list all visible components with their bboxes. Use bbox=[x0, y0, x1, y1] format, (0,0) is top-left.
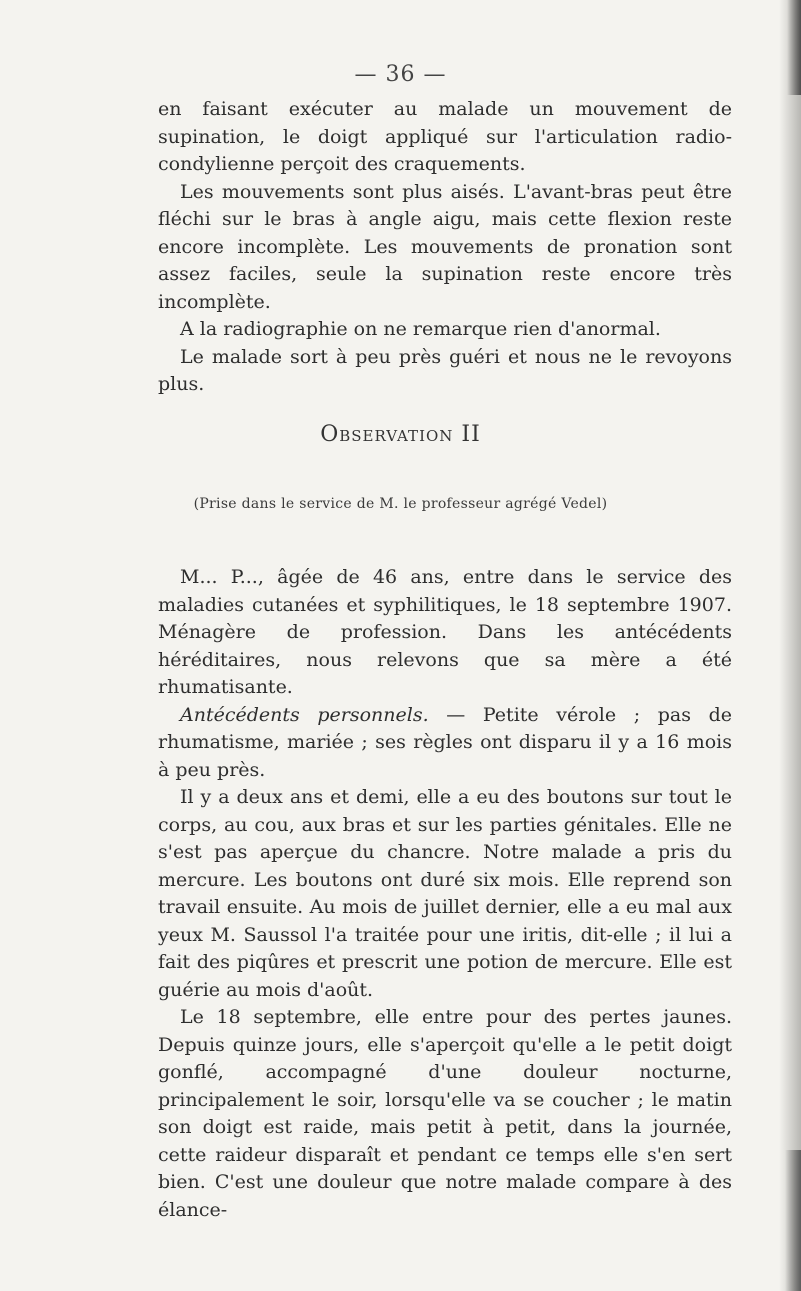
observation-source: (Prise dans le service de M. le professeur agrégé Vedel) bbox=[193, 496, 608, 512]
top-text-block bbox=[158, 96, 732, 399]
paragraph-discharge: Le malade sort à peu près guéri et nous ne le revoyons plus. bbox=[158, 345, 732, 395]
paragraph-continuation: en faisant exécuter au malade un mouvement de supination, le doigt appliqué sur l'articulation radio-condylienne perçoit des craquements. bbox=[158, 98, 732, 175]
paragraph-patient-intro: M... P..., âgée de 46 ans, entre dans le service des maladies cutanées et syphilitiques, le 18 septembre 1907. Ménagère de profession. Dans les antécédents héréditaires, nous relevons que sa mère a été rhumatisante. bbox=[158, 566, 732, 698]
paragraph-syphilis-history: Il y a deux ans et demi, elle a eu des boutons sur tout le corps, au cou, aux bras et sur les parties génitales. Elle ne s'est pas aperçue du chancre. Notre malade a pris du mercure. Les boutons ont duré six mois. Elle reprend son travail ensuite. Au mois de juillet dernier, elle a eu mal aux yeux M. Saussol l'a traitée pour une iritis, dit-elle ; il lui a fait des piqûres et prescrit une potion de mercure. Elle est guérie au mois d'août. bbox=[158, 786, 732, 1001]
page-edge-shadow-top bbox=[787, 0, 801, 95]
page-edge-shadow bbox=[779, 0, 801, 1291]
paragraph-personal-history bbox=[158, 702, 732, 785]
page-number: — 36 — bbox=[354, 62, 447, 87]
personal-history-text: — Petite vérole ; pas de rhumatisme, mariée ; ses règles ont disparu il y a 16 mois à peu près. bbox=[158, 703, 732, 781]
observation-heading: Observation II bbox=[320, 422, 481, 447]
personal-history-label: Antécédents personnels. bbox=[180, 703, 429, 726]
observation-text-block bbox=[158, 564, 732, 1224]
page-edge-shadow-bottom bbox=[785, 1150, 801, 1291]
paragraph-current-symptoms: Le 18 septembre, elle entre pour des pertes jaunes. Depuis quinze jours, elle s'aperçoit qu'elle a le petit doigt gonflé, accompagné d'une douleur nocturne, principalement le soir, lorsqu'elle va se coucher ; le matin son doigt est raide, mais petit à petit, dans la journée, cette raideur disparaît et pendant ce temps elle s'en sert bien. C'est une douleur que notre malade compare à des élance- bbox=[158, 1006, 732, 1221]
paragraph-movements: Les mouvements sont plus aisés. L'avant-bras peut être fléchi sur le bras à angle aigu, mais cette flexion reste encore incomplète. Les mouvements de pronation sont assez faciles, seule la supination reste encore très incomplète. bbox=[158, 180, 732, 313]
paragraph-radiography: A la radiographie on ne remarque rien d'anormal. bbox=[180, 318, 661, 340]
